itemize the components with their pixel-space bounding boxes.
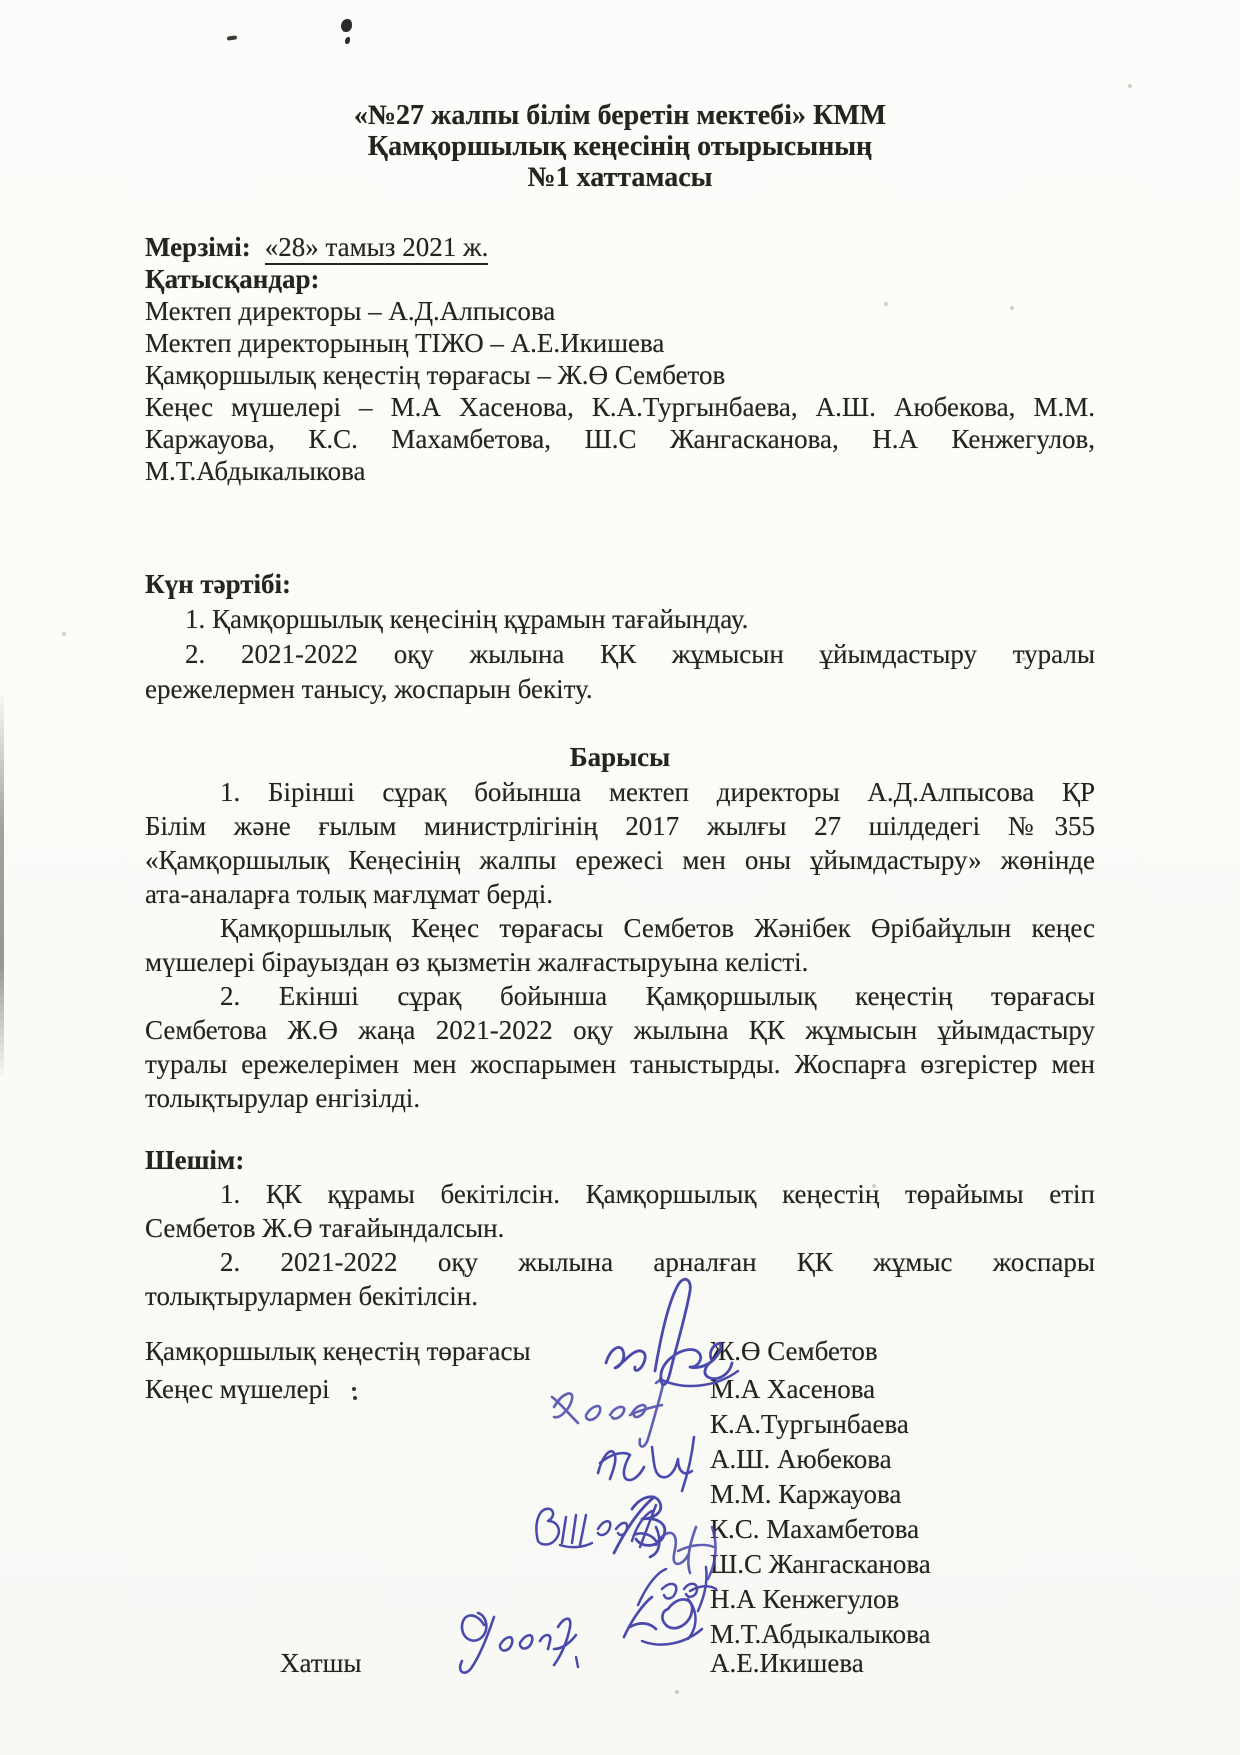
participant-deputy: Мектеп директорының ТІЖО – А.Е.Икишева (145, 328, 665, 358)
signature-ikisheva-autograph (450, 1597, 585, 1677)
agenda-section (145, 567, 1095, 707)
process-heading: Барысы (569, 742, 671, 772)
ink-speck (1128, 84, 1132, 88)
participants-label: Қатысқандар: (145, 264, 320, 294)
process-p3-line-1: 2. Екінші сұрақ бойынша Қамқоршылық кеңестің төрағасы (220, 981, 1095, 1011)
member-name: Н.А Кенжегулов (710, 1584, 900, 1614)
document-title (145, 100, 1095, 193)
chairman-signature-label: Қамқоршылық кеңестің төрағасы (145, 1336, 531, 1366)
member-name: М.Т.Абдыкалыкова (710, 1619, 931, 1649)
process-p2-line-2: мүшелері бірауыздан өз қызметін жалғастыруына келісті. (145, 947, 809, 977)
signatures-section (145, 1313, 1095, 1753)
title-line-1: «№27 жалпы білім беретін мектебі» КММ (353, 100, 887, 131)
ink-speck (62, 632, 66, 636)
date-line (145, 231, 1095, 263)
agenda-item-1: 1. Қамқоршылық кеңесінің құрамын тағайындау. (185, 604, 749, 634)
process-p1-line-3: «Қамқоршылық Кеңесінің жалпы ережесі мен оны ұйымдастыру» жөнінде (145, 845, 1095, 875)
members-line-1: Кеңес мүшелері – М.А Хасенова, К.А.Тургынбаева, А.Ш. Аюбекова, М.М. (145, 392, 1095, 422)
date-value: «28» тамыз 2021 ж. (265, 232, 489, 265)
meta-section (145, 231, 1095, 487)
member-name: А.Ш. Аюбекова (710, 1444, 892, 1474)
decision-heading: Шешім: (145, 1145, 245, 1175)
process-p3-line-4: толықтырулар енгізілді. (145, 1083, 421, 1113)
process-p1-line-1: 1. Бірінші сұрақ бойынша мектеп директоры А.Д.Алпысова ҚР (220, 777, 1095, 807)
process-p3-line-3: туралы ережелерімен мен жоспарымен таныстырды. Жоспарға өзгерістер мен (145, 1049, 1095, 1079)
process-p1-line-4: ата-аналарға толық мағлұмат берді. (145, 879, 554, 909)
members-line-3: М.Т.Абдыкалыкова (145, 456, 366, 486)
decision-p2-line-2: толықтырулармен бекітілсін. (145, 1281, 478, 1311)
members-line-2: Каржауова, К.С. Махамбетова, Ш.С Жангасканова, Н.А Кенжегулов, (145, 424, 1095, 454)
signature-karzhauova-autograph (528, 1497, 658, 1557)
document-content (145, 0, 1095, 1753)
chairman-name: Ж.Ө Сембетов (710, 1336, 878, 1366)
process-p1-line-2: Білім және ғылым министрлігінің 2017 жылғы 27 шілдедегі №355 (145, 811, 1095, 841)
decision-p1-line-1: 1. ҚК құрамы бекітілсін. Қамқоршылық кеңестің төрайымы етіп (220, 1179, 1095, 1209)
process-section (145, 739, 1095, 1115)
agenda-heading: Күн тәртібі: (145, 569, 292, 599)
participant-director: Мектеп директоры – А.Д.Алпысова (145, 296, 556, 326)
date-label: Мерзімі: (145, 232, 251, 262)
process-p3-line-2: Сембетова Ж.Ө жаңа 2021-2022 оқу жылына ҚК жұмысын ұйымдастыру (145, 1015, 1095, 1045)
participant-chairman: Қамқоршылық кеңестің төрағасы – Ж.Ө Сембетов (145, 360, 726, 390)
ink-colon-mark (352, 1387, 356, 1391)
decision-p2-line-1: 2. 2021-2022 оқу жылына арналған ҚК жұмыс жоспары (220, 1247, 1095, 1277)
process-p2-line-1: Қамқоршылық Кеңес төрағасы Сембетов Жәнібек Өрібайұлын кеңес (220, 913, 1095, 943)
agenda-item-2-line-1: 2. 2021-2022 оқу жылына ҚК жұмысын ұйымдастыру туралы (185, 639, 1095, 669)
members-signature-label: Кеңес мүшелері (145, 1374, 330, 1404)
scan-edge-shadow (0, 690, 4, 1080)
member-name: К.А.Тургынбаева (710, 1409, 909, 1439)
member-name: К.С. Махамбетова (710, 1514, 920, 1544)
secretary-label: Хатшы (280, 1648, 362, 1678)
secretary-name: А.Е.Икишева (710, 1648, 864, 1678)
member-name: М.А Хасенова (710, 1374, 876, 1404)
agenda-item-2-line-2: ережелермен танысу, жоспарын бекіту. (145, 674, 593, 704)
signature-kenzhegulov-autograph (618, 1591, 708, 1647)
decision-p1-line-2: Сембетов Ж.Ө тағайындалсын. (145, 1213, 505, 1243)
member-name: Ш.С Жангасканова (710, 1549, 931, 1579)
title-line-3: №1 хаттамасы (527, 162, 713, 193)
title-line-2: Қамқоршылық кеңесінің отырысының (367, 131, 873, 162)
member-name: М.М. Каржауова (710, 1479, 902, 1509)
